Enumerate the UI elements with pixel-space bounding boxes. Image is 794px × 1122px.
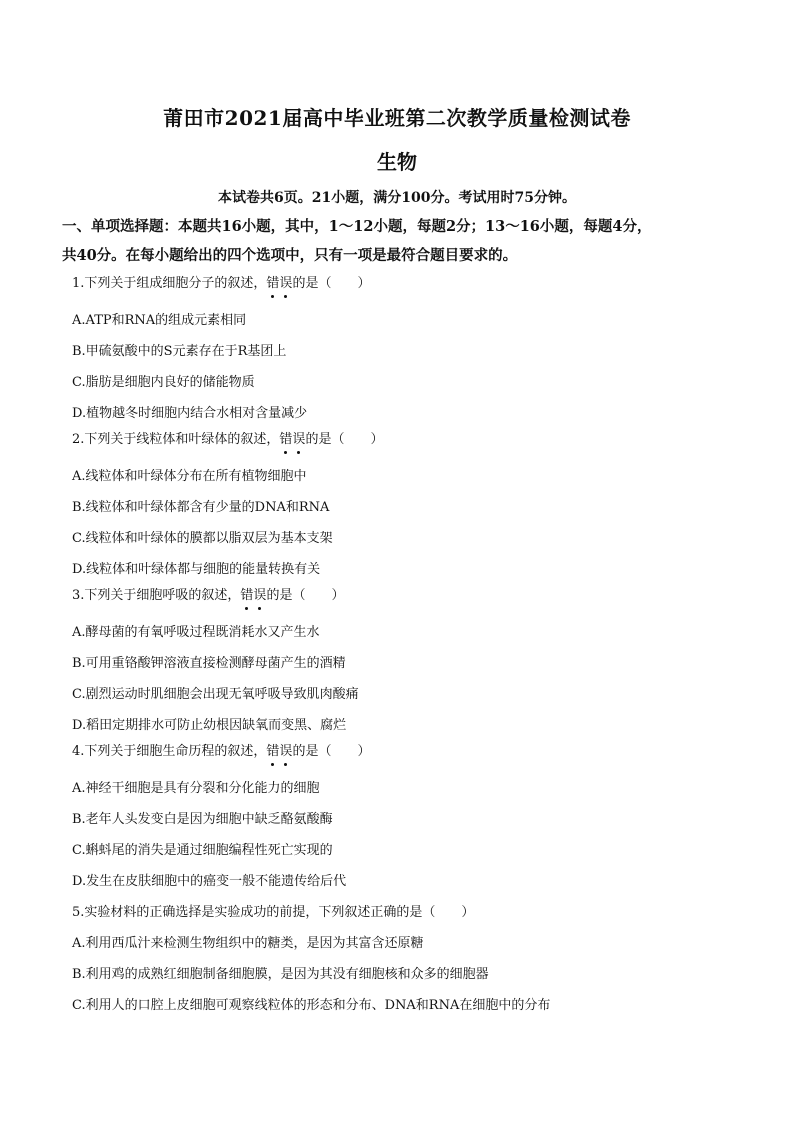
question-2-stem-tail: 的是（ ）: [305, 432, 384, 447]
question-2-option-b: B.线粒体和叶绿体都含有少量的DNA和RNA: [72, 500, 330, 515]
question-3-stem: [72, 587, 344, 605]
question-3-option-c: C.剧烈运动时肌细胞会出现无氧呼吸导致肌肉酸痛: [72, 687, 359, 702]
question-3-stem-text: 3.下列关于细胞呼吸的叙述，: [72, 588, 241, 603]
section-heading-line-1: 一、单项选择题：本题共16小题，其中，1～12小题，每题2分；13～16小题，每题4分，: [62, 218, 652, 235]
emphasis-char: 错: [240, 588, 254, 603]
question-1-stem-tail: 的是（ ）: [292, 276, 371, 291]
question-3-option-b: B.可用重铬酸钾溶液直接检测酵母菌产生的酒精: [72, 656, 346, 671]
question-4-stem-tail: 的是（ ）: [292, 744, 371, 759]
question-1-option-d: D.植物越冬时细胞内结合水相对含量减少: [72, 406, 308, 421]
question-1-stem-text: 1.下列关于组成细胞分子的叙述，: [72, 276, 267, 291]
question-1-option-b: B.甲硫氨酸中的S元素存在于R基团上: [72, 344, 287, 359]
question-5-option-a: A.利用西瓜汁来检测生物组织中的糖类，是因为其富含还原糖: [72, 936, 424, 951]
question-4-stem-text: 4.下列关于细胞生命历程的叙述，: [72, 744, 267, 759]
emphasis-char: 错: [266, 744, 280, 759]
emphasis-char: 错: [266, 276, 280, 291]
question-4-emphasis: [266, 743, 292, 761]
question-1-stem: [72, 275, 370, 293]
section-heading-line-2: 共40分。在每小题给出的四个选项中，只有一项是最符合题目要求的。: [62, 247, 518, 264]
question-2-stem: [72, 431, 383, 449]
question-4-option-b: B.老年人头发变白是因为细胞中缺乏酪氨酸酶: [72, 812, 333, 827]
question-4-stem: [72, 743, 370, 761]
question-1-option-a: A.ATP和RNA的组成元素相同: [72, 313, 247, 328]
question-2-option-a: A.线粒体和叶绿体分布在所有植物细胞中: [72, 469, 307, 484]
exam-subject: 生物: [377, 150, 417, 174]
question-4-option-c: C.蝌蚪尾的消失是通过细胞编程性死亡实现的: [72, 843, 333, 858]
question-5-option-c: C.利用人的口腔上皮细胞可观察线粒体的形态和分布、DNA和RNA在细胞中的分布: [72, 998, 551, 1013]
question-2-stem-text: 2.下列关于线粒体和叶绿体的叙述，: [72, 432, 280, 447]
question-3-option-d: D.稻田定期排水可防止幼根因缺氧而变黑、腐烂: [72, 718, 347, 733]
emphasis-char: 误: [253, 588, 267, 603]
question-4-option-d: D.发生在皮肤细胞中的癌变一般不能遗传给后代: [72, 874, 347, 889]
question-1-option-c: C.脂肪是细胞内良好的储能物质: [72, 375, 255, 390]
emphasis-char: 错: [279, 432, 293, 447]
question-1-emphasis: [266, 275, 292, 293]
question-5-stem: 5.实验材料的正确选择是实验成功的前提，下列叙述正确的是（ ）: [72, 905, 475, 920]
question-3-option-a: A.酵母菌的有氧呼吸过程既消耗水又产生水: [72, 625, 320, 640]
question-3-stem-tail: 的是（ ）: [266, 588, 345, 603]
emphasis-char: 误: [279, 276, 293, 291]
question-2-option-d: D.线粒体和叶绿体都与细胞的能量转换有关: [72, 562, 321, 577]
question-4-option-a: A.神经干细胞是具有分裂和分化能力的细胞: [72, 781, 320, 796]
exam-info: 本试卷共6页。21小题，满分100分。考试用时75分钟。: [218, 190, 576, 206]
question-3-emphasis: [240, 587, 266, 605]
question-5-option-b: B.利用鸡的成熟红细胞制备细胞膜，是因为其没有细胞核和众多的细胞器: [72, 967, 489, 982]
question-2-option-c: C.线粒体和叶绿体的膜都以脂双层为基本支架: [72, 531, 333, 546]
emphasis-char: 误: [279, 744, 293, 759]
emphasis-char: 误: [292, 432, 306, 447]
exam-title: 莆田市2021届高中毕业班第二次教学质量检测试卷: [163, 106, 631, 130]
question-2-emphasis: [279, 431, 305, 449]
